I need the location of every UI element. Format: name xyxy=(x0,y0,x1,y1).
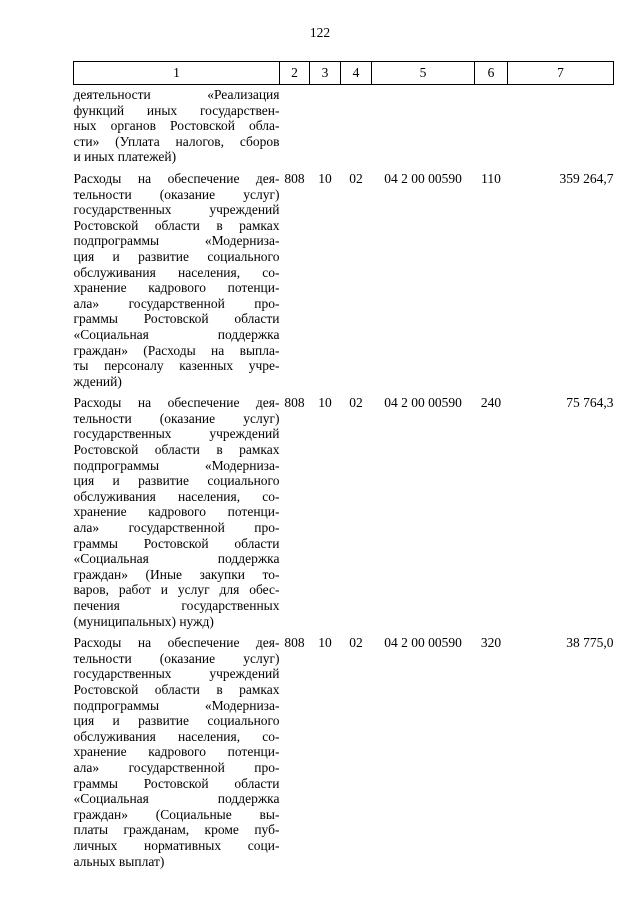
row-description xyxy=(74,85,280,169)
description-line: альных выплат) xyxy=(73,853,165,869)
target-code xyxy=(372,85,475,169)
description-line: государственных учреждений xyxy=(73,666,280,682)
description-line: «Социальная поддержка xyxy=(73,326,280,342)
target-code: 04 2 00 00590 xyxy=(384,170,462,186)
row-description xyxy=(74,393,280,633)
expense-type-code: 240 xyxy=(480,395,502,411)
description-line: функций иных государствен- xyxy=(73,102,280,118)
description-line: Ростовской области в рамках xyxy=(73,681,280,697)
ministry-code: 808 xyxy=(284,635,305,651)
target-code: 04 2 00 00590 xyxy=(384,395,462,411)
header-col-2: 2 xyxy=(280,62,310,85)
table-row xyxy=(74,393,614,633)
table-row xyxy=(74,85,614,169)
description-line: Расходы на обеспечение дея- xyxy=(73,635,280,651)
header-col-6: 6 xyxy=(475,62,508,85)
description-line: тельности (оказание услуг) xyxy=(73,186,280,202)
description-line: подпрограммы «Модерниза- xyxy=(73,697,280,713)
description-line: тельности (оказание услуг) xyxy=(73,410,280,426)
description-line: государственных учреждений xyxy=(73,202,280,218)
section-code: 10 xyxy=(318,635,332,651)
ministry-code: 808 xyxy=(284,395,305,411)
header-col-1: 1 xyxy=(74,62,280,85)
description-line: граждан» (Расходы на выпла- xyxy=(73,342,280,358)
table-header-row xyxy=(74,62,614,85)
description-line: хранение кадрового потенци- xyxy=(73,280,280,296)
description-line: Ростовской области в рамках xyxy=(73,442,280,458)
description-line: «Социальная поддержка xyxy=(73,791,280,807)
description-line: Расходы на обеспечение дея- xyxy=(73,170,280,186)
ministry-code xyxy=(280,85,310,169)
description-line: ция и развитие социального xyxy=(73,473,280,489)
budget-table xyxy=(73,61,614,873)
row-description xyxy=(74,169,280,393)
description-line: тельности (оказание услуг) xyxy=(73,650,280,666)
description-line: деятельности «Реализация xyxy=(73,87,280,102)
header-col-5: 5 xyxy=(372,62,475,85)
description-line: обслуживания населения, со- xyxy=(73,728,280,744)
description-line: ждений) xyxy=(73,373,122,389)
description-line: граммы Ростовской области xyxy=(73,775,280,791)
description-line: граммы Ростовской области xyxy=(73,535,280,551)
target-code: 04 2 00 00590 xyxy=(384,635,462,651)
page-number: 122 xyxy=(309,25,331,40)
description-line: сти» (Уплата налогов, сборов xyxy=(73,133,280,149)
expense-type-code: 110 xyxy=(481,170,501,186)
subsection-code: 02 xyxy=(349,395,363,411)
description-line: хранение кадрового потенци- xyxy=(73,744,280,760)
table-row xyxy=(74,633,614,873)
description-line: подпрограммы «Модерниза- xyxy=(73,457,280,473)
description-line: личных нормативных соци- xyxy=(73,837,280,853)
description-line: варов, работ и услуг для обес- xyxy=(73,582,280,598)
row-description xyxy=(74,633,280,873)
amount: 359 264,7 xyxy=(559,170,614,186)
description-line: государственных учреждений xyxy=(73,426,280,442)
table-row xyxy=(74,169,614,393)
subsection-code xyxy=(341,85,372,169)
description-line: печения государственных xyxy=(73,598,280,613)
description-line: Ростовской области в рамках xyxy=(73,217,280,233)
description-line: граммы Ростовской области xyxy=(73,311,280,327)
description-line: обслуживания населения, со- xyxy=(73,488,280,504)
expense-type-code: 320 xyxy=(480,635,502,651)
expense-type-code xyxy=(475,85,508,169)
description-line: ты персоналу казенных учре- xyxy=(73,358,280,374)
subsection-code: 02 xyxy=(349,635,363,651)
description-line: «Социальная поддержка xyxy=(73,551,280,567)
amount: 38 775,0 xyxy=(566,635,614,651)
description-line: хранение кадрового потенци- xyxy=(73,504,280,520)
description-line: платы гражданам, кроме пуб- xyxy=(73,822,280,838)
description-line: (муниципальных) нужд) xyxy=(73,613,214,629)
description-line: обслуживания населения, со- xyxy=(73,264,280,280)
description-line: ала» государственной про- xyxy=(73,520,280,536)
description-line: и иных платежей) xyxy=(73,149,177,165)
description-line: Расходы на обеспечение дея- xyxy=(73,395,280,411)
section-code xyxy=(310,85,341,169)
amount: 75 764,3 xyxy=(566,395,614,411)
section-code: 10 xyxy=(318,395,332,411)
description-line: ала» государственной про- xyxy=(73,759,280,775)
header-col-4: 4 xyxy=(341,62,372,85)
amount xyxy=(508,85,614,169)
description-line: ала» государственной про- xyxy=(73,295,280,311)
description-line: ных органов Ростовской обла- xyxy=(73,118,280,134)
subsection-code: 02 xyxy=(349,170,363,186)
description-line: ция и развитие социального xyxy=(73,248,280,264)
section-code: 10 xyxy=(318,170,332,186)
ministry-code: 808 xyxy=(284,170,305,186)
header-col-7: 7 xyxy=(508,62,614,85)
description-line: граждан» (Социальные вы- xyxy=(73,806,280,822)
description-line: подпрограммы «Модерниза- xyxy=(73,233,280,249)
description-line: граждан» (Иные закупки то- xyxy=(73,566,280,582)
header-col-3: 3 xyxy=(310,62,341,85)
description-line: ция и развитие социального xyxy=(73,713,280,729)
